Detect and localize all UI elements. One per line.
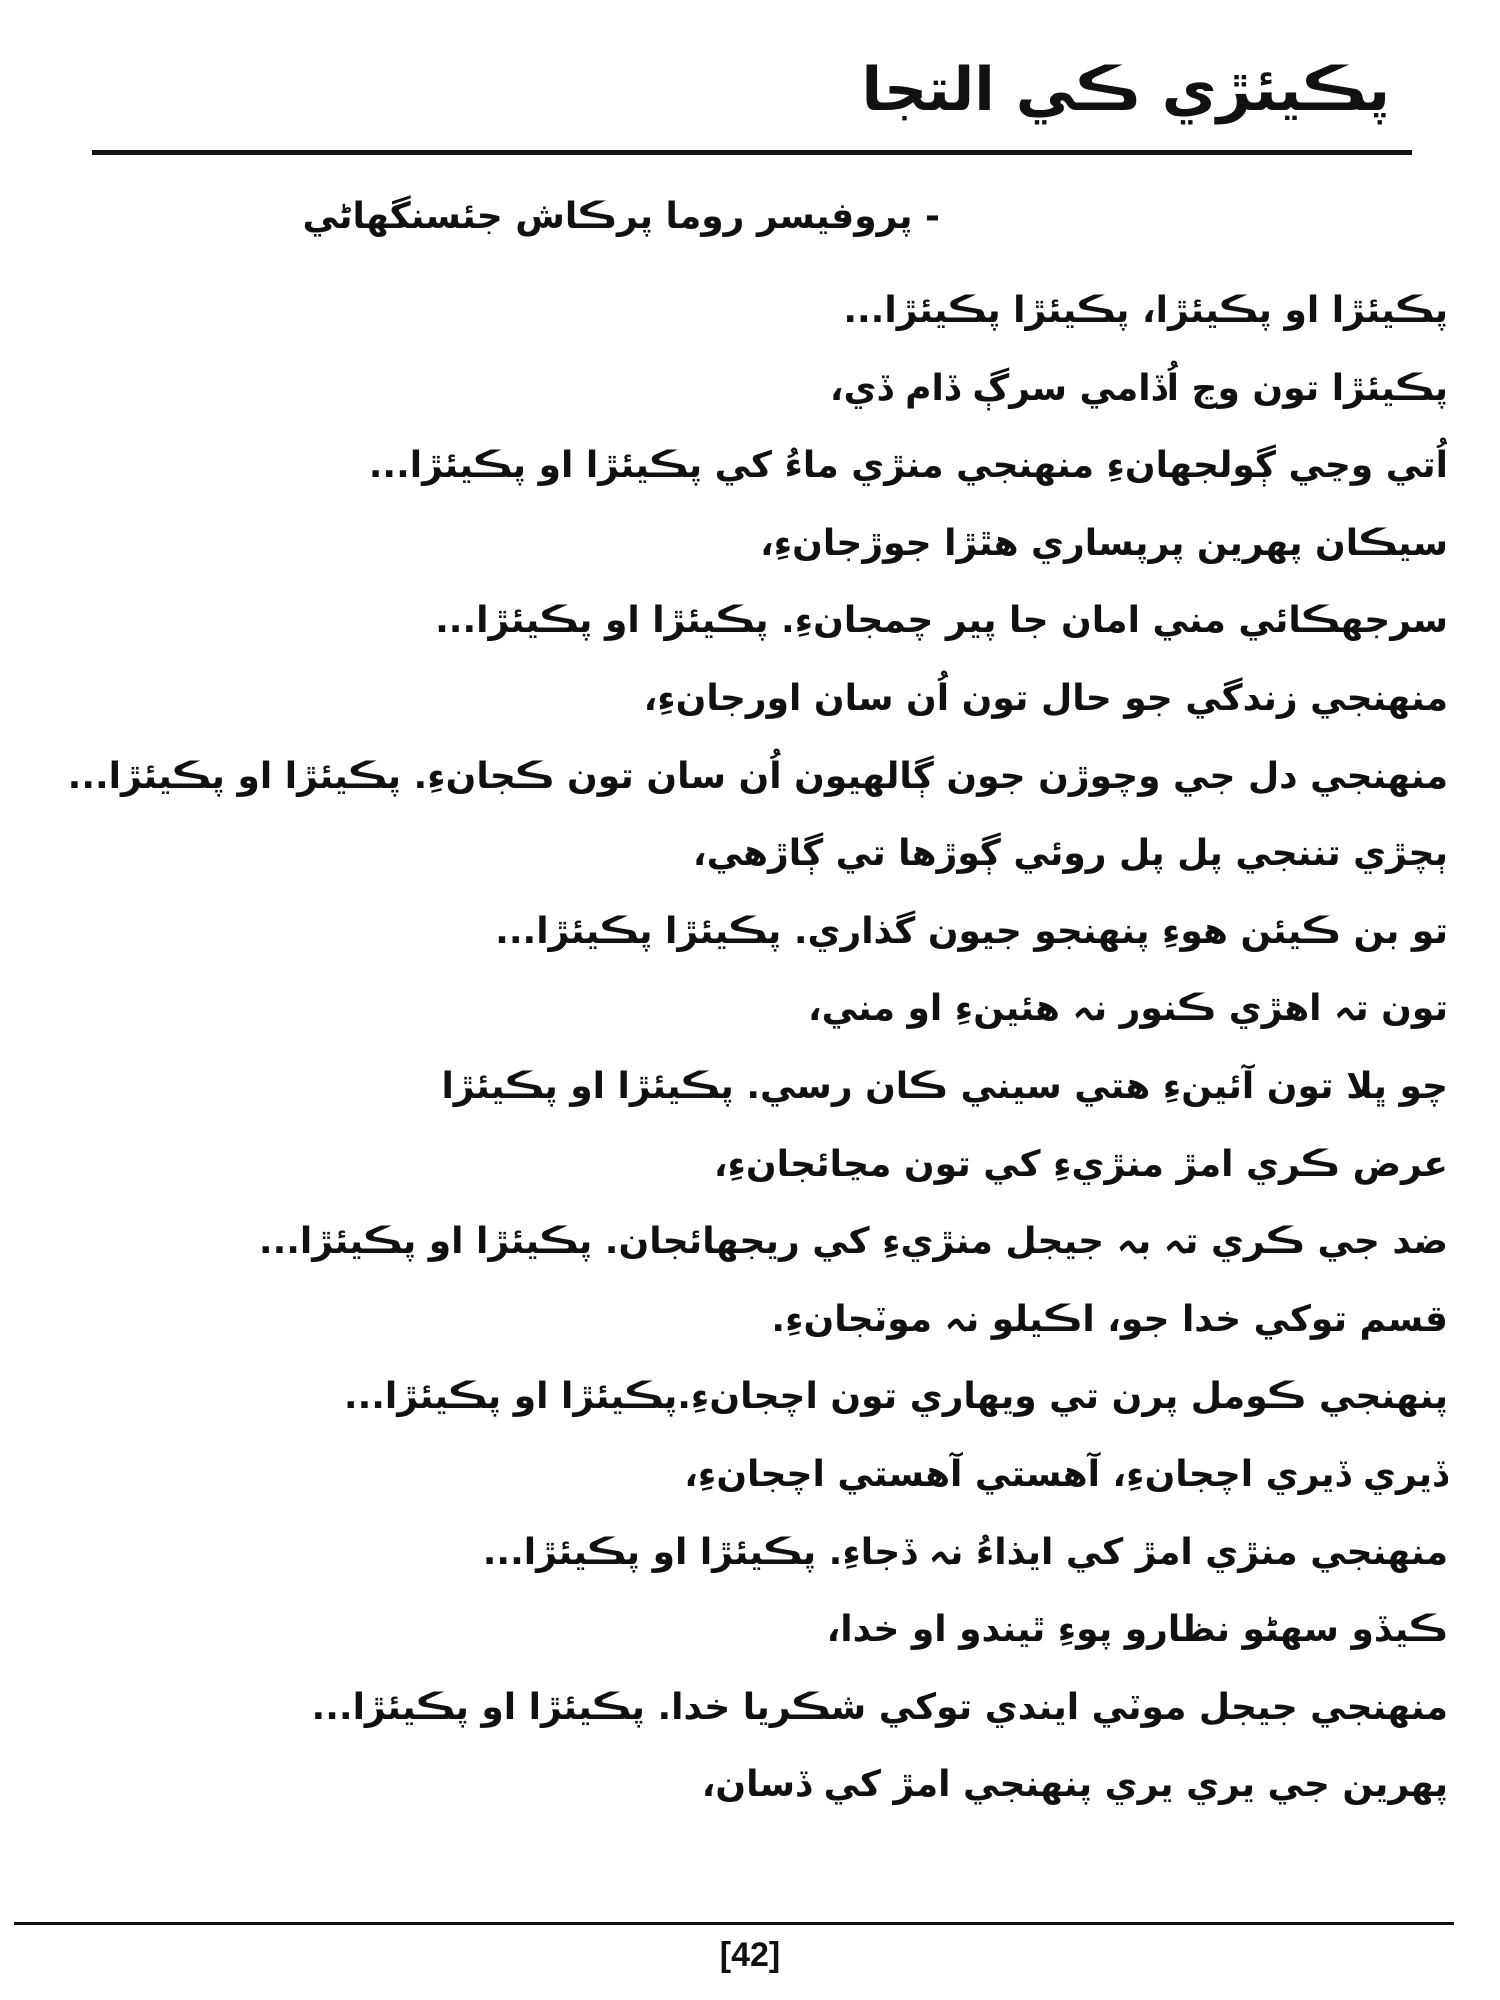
poem-body bbox=[28, 272, 1448, 1824]
title-divider bbox=[92, 150, 1412, 155]
poem-line: منهنجي منڙي امڙ کي ايذاءُ نہ ڏجاءِ. پڪيئڙا او پڪيئڙا... bbox=[482, 1531, 1448, 1573]
page-number: [42] bbox=[719, 1936, 781, 1974]
poem-line: تو بن ڪيئن هوءِ پنهنجو جيون گذاري. پڪيئڙا پڪيئڙا... bbox=[495, 910, 1448, 952]
poem-line: پنهنجي ڪومل پرن تي ويهاري تون اچجانءِ.پڪيئڙا او پڪيئڙا... bbox=[343, 1376, 1448, 1418]
poem-line: ٻچڙي تننجي پل پل روئي ڳوڙها تي ڳاڙهي، bbox=[692, 833, 1448, 875]
poem-line: منهنجي زندگي جو حال تون اُن سان اورجانءِ، bbox=[643, 677, 1448, 719]
author-line: - پروفيسر روما پرڪاش جئسنگهاڻي bbox=[302, 196, 940, 237]
poem-line: پهرين جي يري يري پنهنجي امڙ کي ڏسان، bbox=[701, 1764, 1448, 1806]
poem-line: ڏيري ڏيري اچجانءِ، آهستي آهستي اچجانءِ، bbox=[684, 1453, 1448, 1495]
poem-line: تون تہ اهڙي ڪنور نہ هئينءِ او مني، bbox=[807, 988, 1448, 1030]
poem-line: پڪيئڙا تون وڃ اُڏامي سرڳ ڏام ڏي، bbox=[829, 367, 1448, 409]
poem-line: چو ڀلا تون آئينءِ هتي سيني ڪان رسي. پڪيئڙا او پڪيئڙا bbox=[441, 1065, 1448, 1107]
poem-line: سرجهڪائي مني امان جا پير چمجانءِ. پڪيئڙا او پڪيئڙا... bbox=[435, 600, 1448, 642]
page-title: پڪيئڙي ڪي التجا bbox=[861, 55, 1390, 125]
poem-line: منهنجي دل جي وچوڙن جون ڳالهيون اُن سان تون ڪجانءِ. پڪيئڙا او پڪيئڙا... bbox=[67, 755, 1448, 797]
footer-divider bbox=[14, 1922, 1454, 1925]
poem-line: منهنجي جيجل موٽي ايندي توکي شڪريا خدا. پڪيئڙا او پڪيئڙا... bbox=[311, 1686, 1448, 1728]
poem-line: ضد جي ڪري تہ بہ جيجل منڙيءِ کي ريجهائجان. پڪيئڙا او پڪيئڙا... bbox=[258, 1221, 1448, 1263]
poem-line: عرض ڪري امڙ منڙيءِ کي تون مڃائجانءِ، bbox=[713, 1143, 1448, 1185]
poem-line: سيڪان پهرين پرپساري هٿڙا جوڙجانءِ، bbox=[760, 522, 1448, 564]
poem-line: پڪيئڙا او پڪيئڙا، پڪيئڙا پڪيئڙا... bbox=[843, 290, 1448, 331]
poem-line: اُتي وڃي ڳولجهانءِ منهنجي منڙي ماءُ کي پڪيئڙا او پڪيئڙا... bbox=[368, 445, 1448, 487]
poem-line: ڪيڏو سهڻو نظارو پوءِ ٿيندو او خدا، bbox=[826, 1609, 1448, 1651]
poem-line: قسم توکي خدا جو، اڪيلو نہ موٽجانءِ. bbox=[771, 1298, 1448, 1340]
